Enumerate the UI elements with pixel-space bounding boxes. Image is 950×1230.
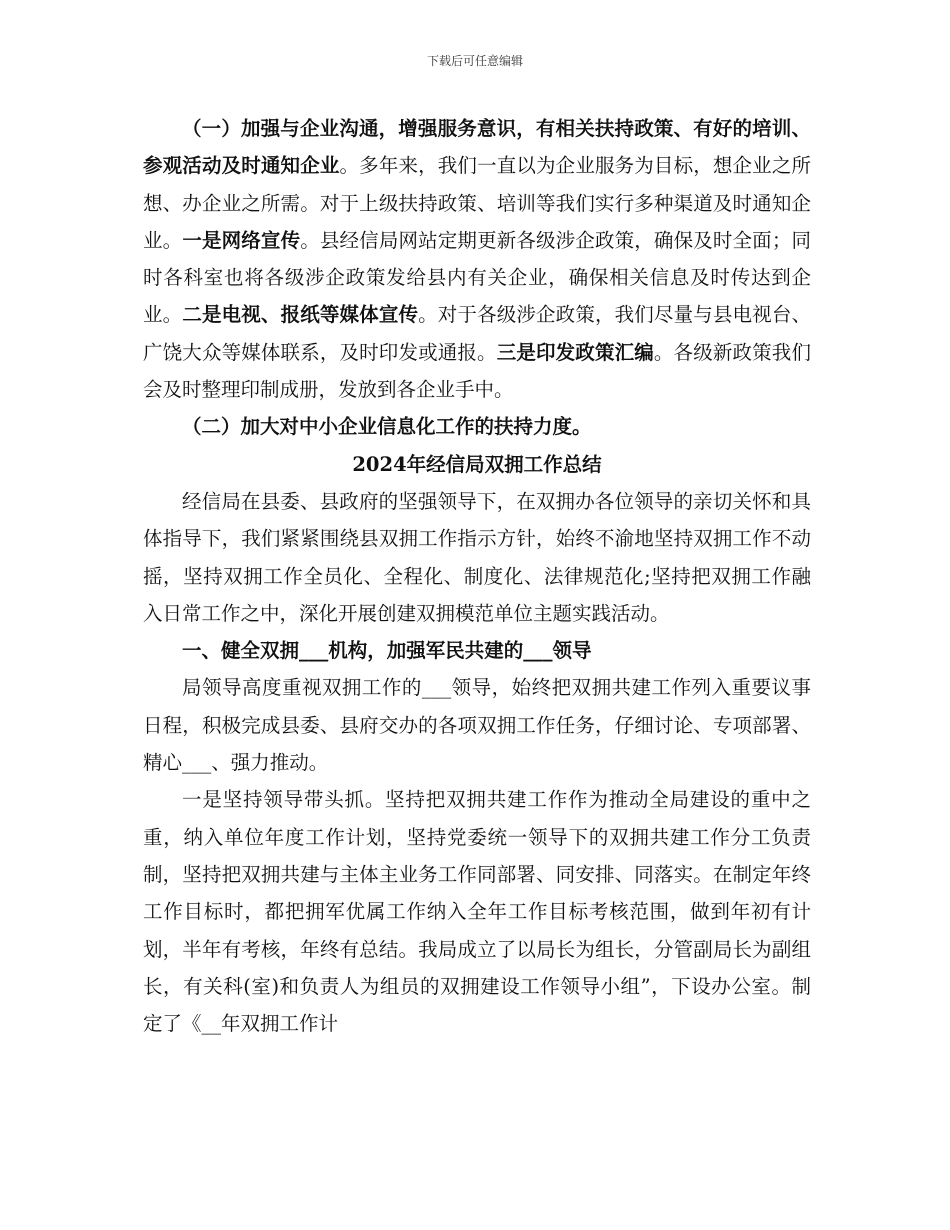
paragraph-point-one: 一是坚持领导带头抓。坚持把双拥共建工作作为推动全局建设的重中之重，纳入单位年度工作计划，坚持党委统一领导下的双拥共建工作分工负责制，坚持把双拥共建与主体主业务工作同部署、同安排、同落实。在制定年终工作目标时，都把拥军优属工作纳入全年工作目标考核范围，做到年初有计划，半年有考核，年终有总结。我局成立了以局长为组长，分管副局长为副组长，有关科(室)和负责人为组员的双拥建设工作领导小组”，下设办公室。制定了《__年双拥工作计 [143, 788, 811, 1036]
paragraph-text: 。县经信局网站定期更新各级涉企政策，确保及时全面；同时各科室也将各级涉企政策发给县内有关企业，确保相关信息及时传达到企业。 [143, 228, 811, 327]
section-heading-one: 一、健全双拥___机构，加强军民共建的___领导 [182, 639, 592, 663]
bold-point-1: 一是网络宣传 [182, 228, 301, 252]
bold-heading-1: （一）加强与企业沟通，增强服务意识，有相关扶持政策、有好的培训、参观活动及时通知企业 [143, 117, 811, 178]
paragraph-text: 。对于各级涉企政策，我们尽量与县电视台、广饶大众等媒体联系，及时印发或通报。 [143, 303, 811, 364]
document-body [143, 110, 811, 1042]
paragraph-leadership: 局领导高度重视双拥工作的___领导，始终把双拥共建工作列入重要议事日程，积极完成县委、县府交办的各项双拥工作任务，仔细讨论、专项部署、精心___、强力推动。 [143, 676, 811, 775]
paragraph-section-1 [143, 110, 811, 408]
paragraph-intro: 经信局在县委、县政府的坚强领导下，在双拥办各位领导的亲切关怀和具体指导下，我们紧紧围绕县双拥工作指示方针，始终不渝地坚持双拥工作不动摇，坚持双拥工作全员化、全程化、制度化、法律规范化;坚持把双拥工作融入日常工作之中，深化开展创建双拥模范单位主题实践活动。 [143, 489, 811, 625]
page-header-note: 下载后可任意编辑 [426, 54, 523, 68]
section-heading-2: （二）加大对中小企业信息化工作的扶持力度。 [182, 415, 592, 439]
paragraph-text: 。多年来，我们一直以为企业服务为目标，想企业之所想、办企业之所需。对于上级扶持政策、培训等我们实行多种渠道及时通知企业。 [143, 154, 811, 252]
document-title: 2024年经信局双拥工作总结 [352, 452, 602, 476]
bold-point-3: 三是印发政策汇编 [496, 340, 654, 364]
paragraph-text: 。各级新政策我们会及时整理印制成册，发放到各企业手中。 [143, 340, 811, 402]
bold-point-2: 二是电视、报纸等媒体宣传 [182, 303, 419, 327]
